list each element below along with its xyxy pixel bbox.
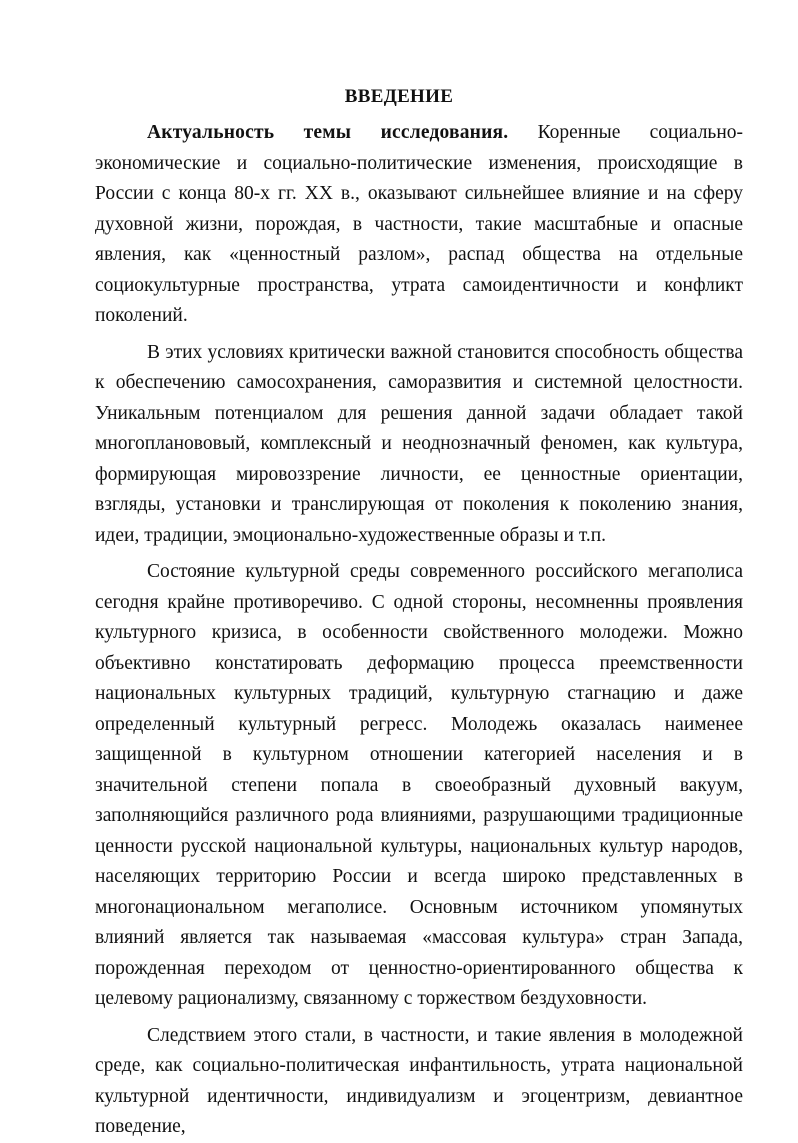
- section-heading: ВВЕДЕНИЕ: [344, 86, 454, 107]
- paragraph-text-relevance: Коренные социально-экономические и социально-политические изменения, происходящие в России с конца 80-х гг. XX в., оказывают сильнейшее влияние и на сферу духовной жизни, порождая, в частности, такие масштабные и опасные явления, как «ценностный разлом», распад общества на отдельные социокультурные пространства, утрата самоидентичности и конфликт поколений.: [95, 122, 743, 326]
- paragraph-lead-relevance: Актуальность темы исследования.: [147, 122, 509, 143]
- paragraph-cultural-state: Состояние культурной среды современного российского мегаполиса сегодня крайне противоречиво. С одной стороны, несомненны проявления культурного кризиса, в особенности свойственного молодежи. Можно объективно констатировать деформацию процесса преемственности национальных культурных традиций, культурную стагнацию и даже определенный культурный регресс. Молодежь оказалась наименее защищенной в культурном отношении категорией населения и в значительной степени попала в своеобразный духовный вакуум, заполняющийся различного рода влияниями, разрушающими традиционные ценности русской национальной культуры, национальных культур народов, населяющих территорию России и всегда широко представленных в многонациональном мегаполисе. Основным источником упомянутых влияний является так называемая «массовая культура» стран Запада, порожденная переходом от ценностно-ориентированного общества к целевому рационализму, связанному с торжеством бездуховности.: [95, 561, 743, 1009]
- paragraph-consequences: Следствием этого стали, в частности, и такие явления в молодежной среде, как социально-политическая инфантильность, утрата национальной культурной идентичности, индивидуализм и эгоцентризм, девиантное поведение,: [95, 1024, 743, 1137]
- paragraph-relevance: [95, 118, 743, 332]
- paragraph-conditions: В этих условиях критически важной становится способность общества к обеспечению самосохранения, саморазвития и системной целостности. Уникальным потенциалом для решения данной задачи обладает такой многопланововый, комплексный и неоднозначный феномен, как культура, формирующая мировоззрение личности, ее ценностные ориентации, взгляды, установки и транслирующая от поколения к поколению знания, идеи, традиции, эмоционально-художественные образы и т.п.: [95, 341, 743, 546]
- body-text: [95, 118, 743, 1143]
